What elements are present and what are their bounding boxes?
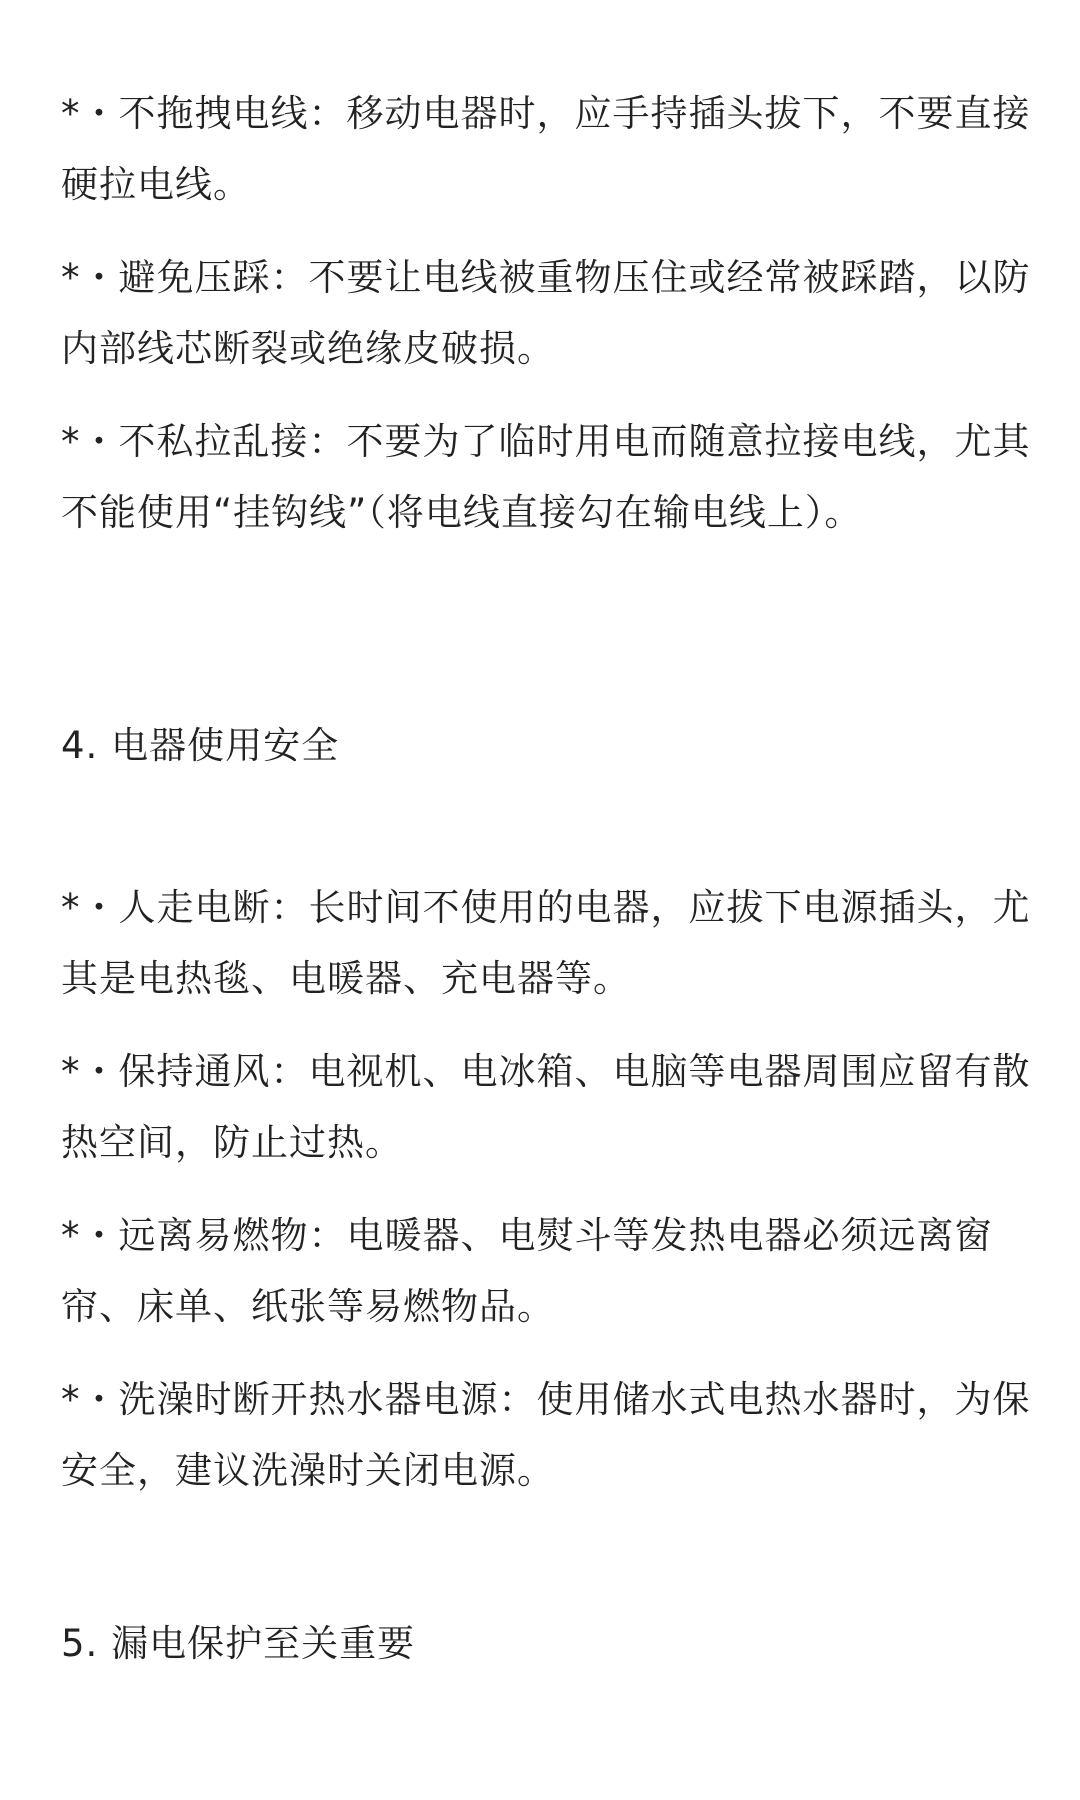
list-item-text: *・避免压踩：不要让电线被重物压住或经常被踩踏，以防内部线芯断裂或绝缘皮破损。 bbox=[61, 256, 1031, 370]
list-item-text: *・保持通风：电视机、电冰箱、电脑等电器周围应留有散热空间，防止过热。 bbox=[61, 1050, 1031, 1164]
list-item bbox=[61, 872, 1041, 1014]
list-item-text: *・远离易燃物：电暖器、电熨斗等发热电器必须远离窗帘、床单、纸张等易燃物品。 bbox=[61, 1214, 993, 1328]
section-heading: 4. 电器使用安全 bbox=[61, 724, 340, 767]
list-item bbox=[61, 242, 1041, 384]
list-item bbox=[61, 1364, 1041, 1506]
list-item bbox=[61, 78, 1041, 220]
section-heading: 5. 漏电保护至关重要 bbox=[61, 1622, 416, 1665]
list-item bbox=[61, 406, 1041, 548]
list-item-text: *・人走电断：长时间不使用的电器，应拔下电源插头，尤其是电热毯、电暖器、充电器等。 bbox=[61, 886, 1031, 1000]
list-item-text: *・洗澡时断开热水器电源：使用储水式电热水器时，为保安全，建议洗澡时关闭电源。 bbox=[61, 1378, 1031, 1492]
list-item-text: *・不私拉乱接：不要为了临时用电而随意拉接电线，尤其不能使用“挂钩线”（将电线直接勾在输电线上）。 bbox=[61, 420, 1031, 534]
list-item bbox=[61, 1036, 1041, 1178]
list-item-text: *・不拖拽电线：移动电器时，应手持插头拔下，不要直接硬拉电线。 bbox=[61, 92, 1031, 206]
list-item bbox=[61, 1200, 1041, 1342]
